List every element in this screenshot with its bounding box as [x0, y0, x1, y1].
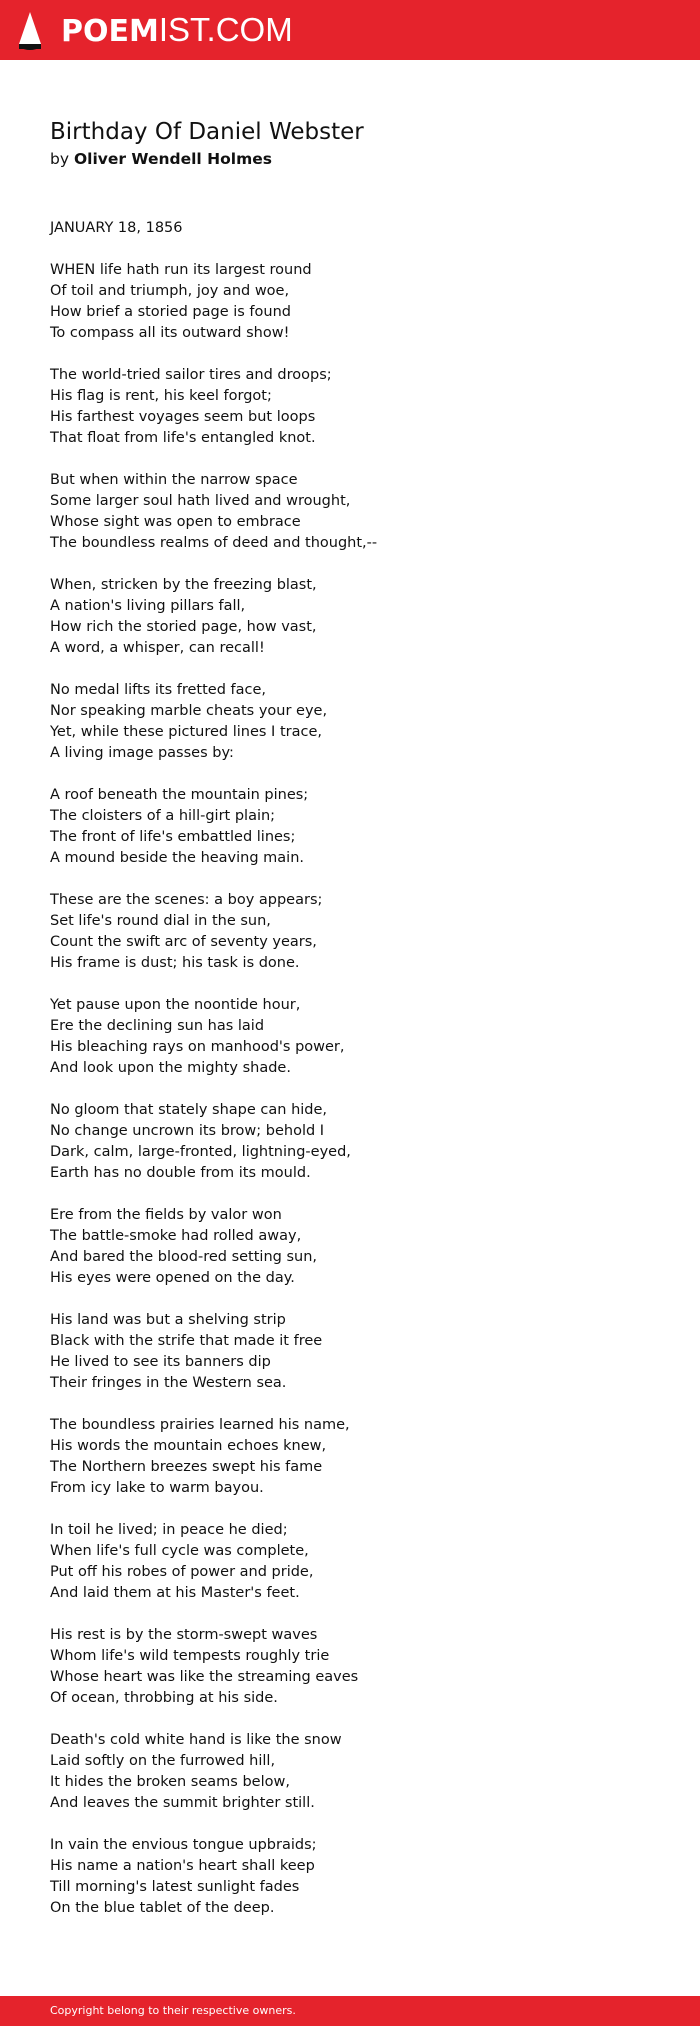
poem-line: No medal lifts its fretted face,	[50, 682, 266, 698]
stanza	[50, 1625, 650, 1709]
poem-line: How brief a storied page is found	[50, 304, 291, 320]
poem-line: Nor speaking marble cheats your eye,	[50, 703, 328, 719]
stanza-gap	[50, 764, 650, 785]
poem-line: Some larger soul hath lived and wrought,	[50, 493, 351, 509]
author-name[interactable]: Oliver Wendell Holmes	[73, 150, 272, 168]
poem-line: WHEN life hath run its largest round	[50, 262, 312, 278]
poem-line: When life's full cycle was complete,	[50, 1543, 309, 1559]
poem-line: His words the mountain echoes knew,	[50, 1438, 327, 1454]
poem-line: Put off his robes of power and pride,	[50, 1564, 314, 1580]
poem-line: Yet, while these pictured lines I trace,	[50, 724, 322, 740]
stanza-gap	[50, 1184, 650, 1205]
poem-line: On the blue tablet of the deep.	[50, 1900, 275, 1916]
poem-line: The front of life's embattled lines;	[50, 829, 296, 845]
poem-line: No change uncrown its brow; behold I	[50, 1123, 325, 1139]
stanza-gap	[50, 449, 650, 470]
poem-line: His frame is dust; his task is done.	[50, 955, 300, 971]
poem-line: His flag is rent, his keel forgot;	[50, 388, 272, 404]
stanza-gap	[50, 1604, 650, 1625]
poem-line: These are the scenes: a boy appears;	[50, 892, 323, 908]
poem-line: Ere the declining sun has laid	[50, 1018, 265, 1034]
poem-line: Of toil and triumph, joy and woe,	[50, 283, 290, 299]
poem-line: The boundless realms of deed and thought,--	[50, 535, 378, 551]
stanza	[50, 995, 650, 1079]
poem-line: In vain the envious tongue upbraids;	[50, 1837, 317, 1853]
stanza	[50, 1835, 650, 1919]
stanza	[50, 785, 650, 869]
poem-line: How rich the storied page, how vast,	[50, 619, 317, 635]
poem-line: In toil he lived; in peace he died;	[50, 1522, 288, 1538]
poem-line: His name a nation's heart shall keep	[50, 1858, 315, 1874]
poem-line: The battle-smoke had rolled away,	[50, 1228, 302, 1244]
pencil-tip-icon	[18, 11, 42, 51]
site-footer	[0, 1996, 700, 2026]
by-prefix: by	[50, 150, 70, 168]
poem-line: His bleaching rays on manhood's power,	[50, 1039, 345, 1055]
stanza	[50, 1310, 650, 1394]
stanza	[50, 365, 650, 449]
poem-line: Whose heart was like the streaming eaves	[50, 1669, 359, 1685]
poem-line: A nation's living pillars fall,	[50, 598, 246, 614]
stanza	[50, 1520, 650, 1604]
poem-line: And laid them at his Master's feet.	[50, 1585, 300, 1601]
poem-line: The world-tried sailor tires and droops;	[50, 367, 332, 383]
poem-title: Birthday Of Daniel Webster	[50, 119, 364, 145]
poem-line: That float from life's entangled knot.	[50, 430, 316, 446]
poem-line: The Northern breezes swept his fame	[50, 1459, 323, 1475]
poem-line: The cloisters of a hill-girt plain;	[50, 808, 276, 824]
poem-line: But when within the narrow space	[50, 472, 298, 488]
poem-line: Of ocean, throbbing at his side.	[50, 1690, 278, 1706]
poem-line: He lived to see its banners dip	[50, 1354, 271, 1370]
poem-line: Yet pause upon the noontide hour,	[50, 997, 301, 1013]
stanza	[50, 575, 650, 659]
poem-line: Ere from the fields by valor won	[50, 1207, 282, 1223]
stanza	[50, 1415, 650, 1499]
stanza	[50, 260, 650, 344]
poem-line: From icy lake to warm bayou.	[50, 1480, 264, 1496]
stanza-gap	[50, 554, 650, 575]
copyright-notice: Copyright belong to their respective owners.	[50, 2004, 296, 2017]
poem-line: A mound beside the heaving main.	[50, 850, 305, 866]
poem-line: Dark, calm, large-fronted, lightning-eyed,	[50, 1144, 351, 1160]
site-header	[0, 0, 700, 60]
stanza-gap	[50, 869, 650, 890]
byline	[50, 148, 650, 170]
poem-line: The boundless prairies learned his name,	[50, 1417, 350, 1433]
poem-line: JANUARY 18, 1856	[50, 220, 183, 236]
poem-line: To compass all its outward show!	[50, 325, 290, 341]
poem-line: Count the swift arc of seventy years,	[50, 934, 317, 950]
poem-line: His land was but a shelving strip	[50, 1312, 286, 1328]
poem-line: His farthest voyages seem but loops	[50, 409, 316, 425]
stanza-gap	[50, 1499, 650, 1520]
stanza-gap	[50, 344, 650, 365]
poem-line: And look upon the mighty shade.	[50, 1060, 291, 1076]
poem-line: Black with the strife that made it free	[50, 1333, 323, 1349]
poem-line: It hides the broken seams below,	[50, 1774, 290, 1790]
poem-line: Earth has no double from its mould.	[50, 1165, 311, 1181]
stanza-gap	[50, 1814, 650, 1835]
stanza-gap	[50, 1289, 650, 1310]
poem-line: His eyes were opened on the day.	[50, 1270, 295, 1286]
stanza	[50, 470, 650, 554]
stanza-gap	[50, 1079, 650, 1100]
poem-line: His rest is by the storm-swept waves	[50, 1627, 318, 1643]
poem-line: Whose sight was open to embrace	[50, 514, 301, 530]
poem-line: A living image passes by:	[50, 745, 234, 761]
poem-line: And bared the blood-red setting sun,	[50, 1249, 318, 1265]
poem-line: Laid softly on the furrowed hill,	[50, 1753, 276, 1769]
stanza	[50, 890, 650, 974]
stanza	[50, 680, 650, 764]
poem-line: Whom life's wild tempests roughly trie	[50, 1648, 330, 1664]
stanza	[50, 218, 650, 239]
poem-line: A word, a whisper, can recall!	[50, 640, 265, 656]
poem-line: A roof beneath the mountain pines;	[50, 787, 309, 803]
poem-line: Set life's round dial in the sun,	[50, 913, 271, 929]
logo-text-strong: POEM	[61, 14, 159, 49]
stanza	[50, 1100, 650, 1184]
stanza-gap	[50, 974, 650, 995]
stanza	[50, 1205, 650, 1289]
poem-line: Death's cold white hand is like the snow	[50, 1732, 342, 1748]
poem-heading	[50, 117, 650, 170]
poem-line: When, stricken by the freezing blast,	[50, 577, 317, 593]
stanza-gap	[50, 239, 650, 260]
poem-line: Till morning's latest sunlight fades	[50, 1879, 300, 1895]
poem-body	[50, 218, 650, 1919]
stanza-gap	[50, 659, 650, 680]
site-logo[interactable]	[61, 10, 293, 52]
poem-line: Their fringes in the Western sea.	[50, 1375, 287, 1391]
poem-line: No gloom that stately shape can hide,	[50, 1102, 328, 1118]
stanza-gap	[50, 1394, 650, 1415]
logo-text-light: IST.COM	[158, 11, 293, 48]
poem-line: And leaves the summit brighter still.	[50, 1795, 315, 1811]
stanza-gap	[50, 1709, 650, 1730]
stanza	[50, 1730, 650, 1814]
